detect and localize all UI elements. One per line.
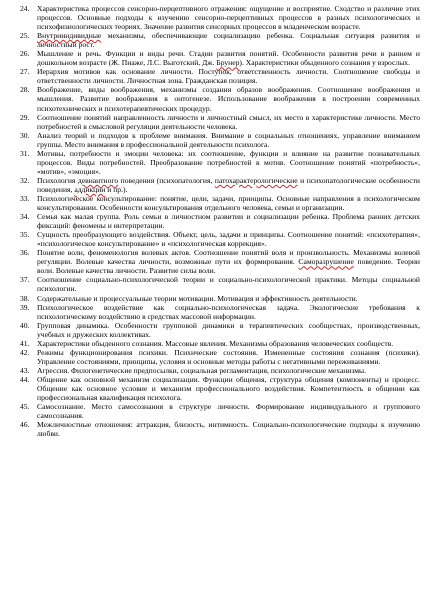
question-text [37,212,420,230]
question-item [20,176,420,194]
question-item [20,67,420,85]
question-number: 44. [20,374,30,384]
text-segment: Режимы функционирования психики. Психические состояния. Измененные состояния сознания (психики). Управление состояниями, принципы, условия и основные методы работы с негативными переживаниями. [37,347,420,366]
question-text [37,194,420,212]
question-item [20,131,420,149]
question-number: 32. [20,175,30,185]
question-text [37,294,420,303]
question-text [37,149,420,176]
question-number: 25. [20,31,30,41]
question-text [37,321,420,339]
question-text [37,402,420,420]
text-segment: Содержательные и процессуальные теории мотивации. Мотивация и эффективность деятельности. [37,293,358,303]
question-item [20,420,420,438]
text-segment: Соотношение социально-психологической теории и социально-психологической практики. Методы социальной психологии. [37,275,420,294]
question-item [20,31,420,49]
question-number: 29. [20,112,30,122]
text-segment: Воображение, виды воображения, механизмы создания образов воображения. Соотношение воображения и мышления. Развитие воображения в онтогенезе. Использование воображения в построении современных психотехнических и психотерапевтических процедур. [37,85,420,113]
text-segment: Групповая динамика. Особенности групповой динамики в терапевтических сообществах, производственных, учебных и дружеских коллективах. [37,320,420,339]
question-number: 40. [20,320,30,330]
question-number: 27. [20,67,30,77]
text-segment: Соотношение понятий направленность личности и личностный смысл, их место в характеристике личности. Место потребностей в смысловой регуляции деятельности человека. [37,112,420,131]
question-item [20,248,420,275]
question-item [20,85,420,112]
question-number: 28. [20,85,30,95]
spellcheck-word: аддикции [74,184,106,194]
question-number: 38. [20,293,30,303]
question-item [20,303,420,321]
text-segment: Анализ теорий и подходов к проблеме внимания. Внимание в социальных отношениях, управление вниманием группы. Место внимания в профессиональной деятельности психолога. [37,130,420,149]
question-number: 37. [20,275,30,285]
question-text [37,4,420,31]
text-segment: Психология [37,175,78,185]
text-segment: Мышление и речь. Функции и виды речи. Стадии развития понятий. Особенности развития речи в раннем и дошкольном возрасте (Ж. Пиаже, Л.С. Выготский, Дж. [37,49,420,68]
question-item [20,339,420,348]
text-segment: Общение как основной механизм социализации. Функции общения, структура общения (компоненты) и процесс. Общение как основное условие и механизм профессионального воздействия. Компетентность в общении как профессиональная квалификация психолога. [37,374,420,403]
question-item [20,212,420,230]
question-text [37,348,420,366]
question-number: 45. [20,402,30,412]
text-segment: и пр.). [105,184,128,194]
question-number: 35. [20,230,30,240]
spellcheck-word: патохарактерологические [214,175,298,185]
question-item [20,275,420,293]
question-number: 34. [20,212,30,222]
question-text [37,49,420,67]
question-number: 41. [20,338,30,348]
text-segment: Мотивы, потребности и эмоции человека: их соотношение, функции и влияние на развитие познавательных процессов. Виды потребностей. Преобразование потребностей в мотив. Соотношение понятий «потребность», «мотив», «эмоция». [37,148,420,176]
question-text [37,85,420,112]
question-text [37,131,420,149]
question-text [37,303,420,321]
question-text [37,375,420,402]
question-item [20,375,420,402]
text-segment: Психологическое воздействие как социально-психологическая задача. Экологические требования к психологическому воздействию в средствах массовой информации. [37,302,420,321]
text-segment: Самосознание. Место самосознания в структуре личности. Формирование индивидуального и группового самосознания. [37,402,420,421]
spellcheck-word: Саморазрушение [298,257,354,267]
question-item [20,4,420,31]
text-segment: ). Характеристики обыденного сознания у взрослых. [239,58,410,68]
spellcheck-word: девиантного [77,175,119,185]
text-segment: и психопатологические особенности поведения, [37,175,420,194]
question-text [37,230,420,248]
spellcheck-word: Внутрииндивидные [37,31,102,41]
question-item [20,402,420,420]
question-item [20,348,420,366]
text-segment: механизмы, обеспечивающие социализацию ребенка. Социальная ситуация развития и личностный рост. [37,31,420,50]
question-number: 26. [20,49,30,59]
question-text [37,339,420,348]
question-text [37,275,420,293]
question-text [37,31,420,49]
text-segment: Понятие воли, феноменология волевых актов. Соотношение понятий воля и произвольность. Механизмы волевой регуляции. Волевые качества личности, возможные пути их формирования. [37,248,420,267]
question-item [20,113,420,131]
text-segment: Характеристика процессов сенсорно-перцептивного отражения: ощущение и восприятие. Сходство и различие этих процессов. Основные подходы к изучению сенсорно-перцептивных процессов в разных психологических и психофизиологических теориях. Значение развития сенсорных процессов в младенческом возрасте. [37,4,420,32]
question-number: 42. [20,347,30,357]
question-text [37,420,420,438]
question-number: 24. [20,4,30,13]
text-segment: Психологическое консультирование: понятие, цели, задачи, принципы. Основные направления в психологическом консультировании. Особенности консультирования отдельного человека, семьи и организации. [37,193,420,213]
question-text [37,366,420,375]
question-item [20,294,420,303]
question-number: 33. [20,193,30,203]
question-number: 46. [20,420,30,430]
question-text [37,248,420,275]
question-number: 39. [20,302,30,312]
text-segment: Межличностные отношения: аттракция, близость, интимность. Социально-психологические подходы к изучению любви. [37,420,420,439]
question-text [37,67,420,85]
text-segment: Иерархия мотивов как основание личности. Поступок, ответственность личности. Соотношение свободы и ответственности личности. Личностная зона. Гражданская позиция. [37,67,420,86]
text-segment: Семья как малая группа. Роль семьи в личностном развитии и социализации ребенка. Проблема ранних детских фиксаций: феномены и интерпретации. [37,212,420,231]
question-item [20,194,420,212]
question-number: 36. [20,248,30,258]
question-item [20,366,420,375]
question-text [37,176,420,194]
text-segment: поведения (психопатология, [118,175,215,185]
question-text [37,113,420,131]
question-item [20,230,420,248]
question-number: 30. [20,130,30,140]
text-segment: поведение. Теории воли. Волевые качества личности. Развитие силы воли. [37,257,420,276]
question-number: 43. [20,365,30,375]
spellcheck-word: Брунер [216,58,240,68]
question-number: 31. [20,148,30,158]
question-item [20,321,420,339]
text-segment: Агрессия. Филогенетические предпосылки, социальная регламентация, психологические механизмы. [37,365,367,375]
text-segment: Характеристики обыденного сознания. Массовые явления. Механизмы образования человеческих сообществ. [37,338,394,348]
question-item [20,149,420,176]
text-segment: Сущность преобразующего воздействия. Объект, цель, задачи и принципы. Соотношение понятий: «психотерапия», «психологическое консультирование» и «психологическая коррекция». [37,230,420,249]
question-item [20,49,420,67]
